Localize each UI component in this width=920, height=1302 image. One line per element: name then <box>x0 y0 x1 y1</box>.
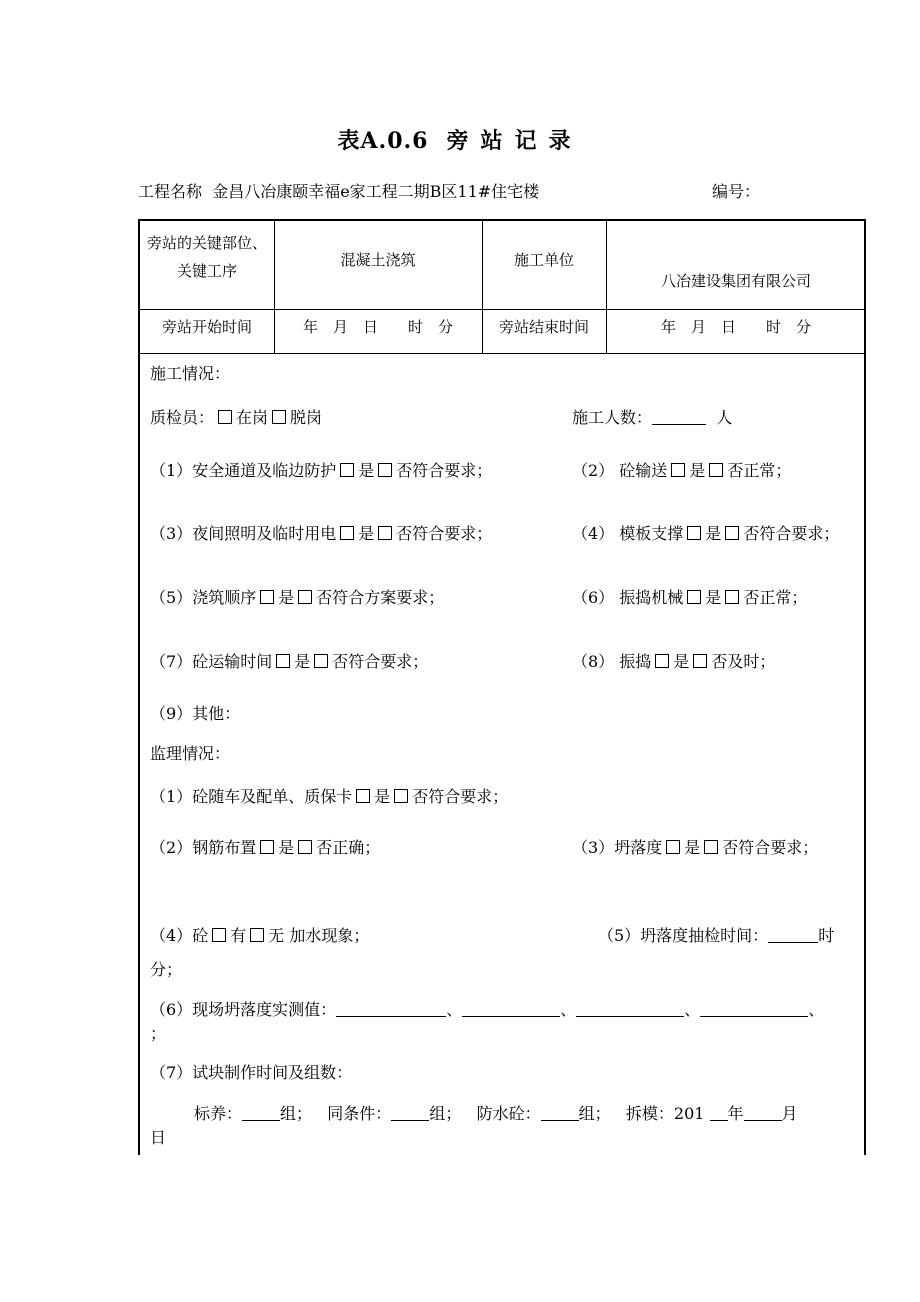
start-time-value: 年 月 日 时 分 <box>302 318 453 336</box>
checkbox-no[interactable] <box>314 654 328 668</box>
checkbox-no[interactable] <box>378 526 392 540</box>
construction-item: （5）浇筑顺序 是 否符合方案要求； <box>150 588 445 607</box>
slump-value-blank[interactable] <box>576 1016 684 1017</box>
checkbox-no[interactable] <box>394 789 408 803</box>
construction-item: （8） 振捣 是 否及时； <box>572 652 776 671</box>
checkbox-none[interactable] <box>250 928 264 942</box>
slump-time-blank[interactable] <box>768 942 818 943</box>
slump-value-blank[interactable] <box>462 1016 560 1017</box>
row-divider <box>140 309 864 310</box>
construction-item: （2） 砼输送 是 否正常； <box>572 461 792 480</box>
slump-value-blank[interactable] <box>700 1016 808 1017</box>
specimen-row: 标养： 组； 同条件： 组； 防水砼： 组； 拆模：201 年 月 <box>194 1104 798 1123</box>
construction-unit-value: 八冶建设集团有限公司 <box>660 272 811 290</box>
slump-check-time: （5）坍落度抽检时间： 时 <box>598 926 835 945</box>
row-divider <box>140 353 864 354</box>
checkbox-has[interactable] <box>212 928 226 942</box>
checkbox-yes[interactable] <box>687 526 701 540</box>
title-main: 旁站记录 <box>446 128 583 154</box>
supervision-item: （1）砼随车及配单、质保卡 是 否符合要求； <box>150 787 509 806</box>
standard-group-blank[interactable] <box>242 1120 280 1121</box>
page-title <box>0 124 920 155</box>
supervision-item: （2）钢筋布置 是 否正确； <box>150 838 381 857</box>
checkbox-no[interactable] <box>298 590 312 604</box>
start-time-label: 旁站开始时间 <box>161 318 252 336</box>
specimen-heading: （7）试块制作时间及组数： <box>150 1063 353 1082</box>
project-label: 工程名称 <box>138 182 203 201</box>
slump-measured-values: （6）现场坍落度实测值： 、 、 、 、 <box>150 1000 825 1019</box>
demold-year-blank[interactable] <box>710 1120 728 1121</box>
key-part-label: 旁站的关键部位、 关键工序 <box>146 234 267 280</box>
same-group-blank[interactable] <box>391 1120 429 1121</box>
construction-item: （1）安全通道及临边防护 是 否符合要求； <box>150 461 493 480</box>
checkbox-yes[interactable] <box>260 590 274 604</box>
checkbox-yes[interactable] <box>276 654 290 668</box>
construction-heading: 施工情况： <box>150 364 231 383</box>
waterproof-group-blank[interactable] <box>541 1120 579 1121</box>
checkbox-off-duty[interactable] <box>272 410 286 424</box>
demold-month-blank[interactable] <box>744 1120 782 1121</box>
slump-values-end: ； <box>150 1024 167 1043</box>
workers-row: 施工人数： 人 <box>572 408 733 427</box>
number-label: 编号： <box>712 182 761 201</box>
checkbox-no[interactable] <box>725 526 739 540</box>
construction-other: （9）其他： <box>150 704 241 723</box>
checkbox-yes[interactable] <box>671 463 685 477</box>
supervision-item: （3）坍落度 是 否符合要求； <box>572 838 819 857</box>
construction-unit-label: 施工单位 <box>513 251 574 269</box>
workers-blank[interactable] <box>652 424 706 425</box>
supervision-item: （4）砼 有 无 加水现象； <box>150 926 370 945</box>
construction-item: （3）夜间照明及临时用电 是 否符合要求； <box>150 524 493 543</box>
checkbox-yes[interactable] <box>655 654 669 668</box>
checkbox-no[interactable] <box>709 463 723 477</box>
checkbox-no[interactable] <box>704 840 718 854</box>
key-part-value: 混凝土浇筑 <box>340 251 416 269</box>
end-time-label: 旁站结束时间 <box>498 318 589 336</box>
checkbox-yes[interactable] <box>666 840 680 854</box>
checkbox-yes[interactable] <box>687 590 701 604</box>
construction-item: （6） 振捣机械 是 否正常； <box>572 588 808 607</box>
checkbox-yes[interactable] <box>340 463 354 477</box>
checkbox-yes[interactable] <box>260 840 274 854</box>
checkbox-no[interactable] <box>378 463 392 477</box>
record-form-table <box>138 219 866 1155</box>
slump-value-blank[interactable] <box>336 1016 446 1017</box>
inspector-row: 质检员： 在岗 脱岗 <box>150 408 323 427</box>
supervision-heading: 监理情况： <box>150 744 231 763</box>
checkbox-no[interactable] <box>693 654 707 668</box>
demold-day-unit: 日 <box>150 1128 167 1147</box>
construction-item: （7）砼运输时间 是 否符合要求； <box>150 652 429 671</box>
checkbox-yes[interactable] <box>356 789 370 803</box>
checkbox-no[interactable] <box>725 590 739 604</box>
construction-item: （4） 模板支撑 是 否符合要求； <box>572 524 840 543</box>
title-prefix: 表A.0.6 <box>337 128 429 154</box>
checkbox-on-duty[interactable] <box>218 410 232 424</box>
slump-time-minute-unit: 分； <box>150 960 183 979</box>
checkbox-no[interactable] <box>298 840 312 854</box>
end-time-value: 年 月 日 时 分 <box>660 318 811 336</box>
checkbox-yes[interactable] <box>340 526 354 540</box>
project-line <box>138 179 539 202</box>
project-name: 金昌八冶康颐幸福e家工程二期B区11#住宅楼 <box>212 182 540 201</box>
